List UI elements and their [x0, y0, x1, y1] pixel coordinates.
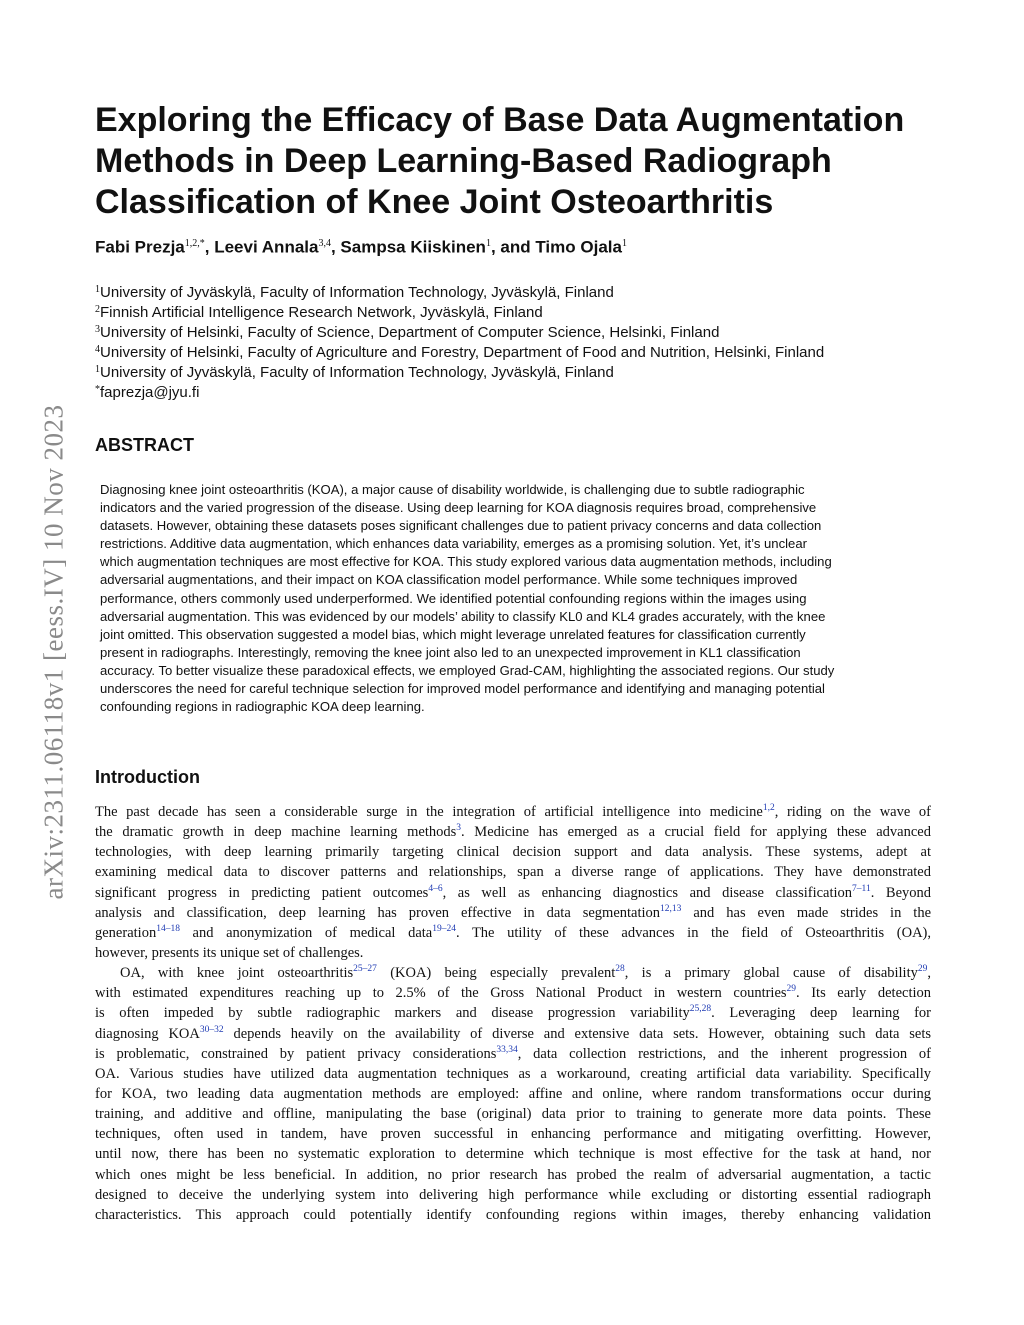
body-text-line: analysis and classification, deep learning has proven effective in data segmentation$^{12,13}$ and has even made strides in the [95, 903, 932, 921]
introduction-text [95, 802, 931, 1225]
body-text-line: characteristics. This approach could potentially identify confounding regions within images, thereby enhancing validation [95, 1206, 931, 1223]
body-text-line: is problematic, constrained by patient privacy considerations$^{33,34}$, data collection restrictions, and the inherent progression of [95, 1044, 931, 1062]
author-affiliation-marker: 3,4 [318, 238, 331, 249]
body-text-line: training, and additive and offline, manipulating the base (original) data prior to training to generate more data points. These [95, 1106, 931, 1123]
affiliation-marker: 1 [95, 284, 100, 295]
affiliation-text: University of Helsinki, Faculty of Science, Department of Computer Science, Helsinki, Finland [100, 324, 720, 341]
author-affiliation-marker: 1,2,* [184, 238, 205, 249]
body-text-line: OA. Various studies have utilized data augmentation techniques as a workaround, creating artificial data variability. Specifically [95, 1065, 931, 1082]
citation-link[interactable]: 28 [615, 964, 625, 975]
affiliation-text: Finnish Artificial Intelligence Research Network, Jyväskylä, Finland [100, 304, 543, 321]
title-line: Methods in Deep Learning-Based Radiograph [95, 142, 832, 180]
body-text-line: the dramatic growth in deep machine learning methods$^3$. Medicine has emerged as a crucial field for applying these advanced [95, 823, 931, 841]
affiliation-marker: 1 [95, 364, 100, 375]
citation-link[interactable]: 4–6 [428, 883, 443, 894]
affiliation-text: University of Jyväskylä, Faculty of Information Technology, Jyväskylä, Finland [100, 364, 614, 381]
author-list [95, 233, 627, 259]
citation-link[interactable]: 29 [917, 964, 928, 975]
abstract-line: present in radiographs. Interestingly, removing the knee joint also led to an unexpected improvement in KL1 classification [100, 644, 801, 660]
body-text-line: diagnosing KOA$^{30-32}$ depends heavily on the availability of diverse and extensive data sets. However, obtaining such data sets [95, 1024, 931, 1042]
abstract-line: datasets. However, obtaining these datasets poses significant challenges due to patient privacy concerns and data collection [100, 518, 822, 534]
corresponding-email [95, 383, 824, 403]
body-text-line: examining medical data to discover patterns and relationships, span a diverse range of applications. They have demonstrated [95, 864, 931, 881]
abstract-line: Diagnosing knee joint osteoarthritis (KOA), a major cause of disability worldwide, is challenging due to subtle radiographic [100, 482, 805, 497]
abstract-line: underscores the need for careful technique selection for improved model performance and identifying and managing potential [100, 681, 825, 697]
affiliation-item [95, 323, 824, 343]
author-affiliation-marker: 1 [621, 238, 627, 249]
introduction-heading: Introduction [95, 767, 200, 787]
body-text-line: however, presents its unique set of challenges. [95, 944, 364, 961]
affiliation-item [95, 283, 824, 303]
body-text-line: for KOA, two leading data augmentation methods are employed: affine and online, where random transformations occur during [95, 1085, 931, 1102]
author-name: Leevi Annala [214, 237, 319, 257]
abstract-line: which augmentation techniques are most effective for KOA. This study explored various data augmentation methods, including [100, 554, 832, 570]
citation-link[interactable]: 25,28 [689, 1004, 712, 1015]
citation-link[interactable]: 1,2 [762, 803, 775, 813]
abstract-line: indicators and the varied progression of the disease. Using deep learning for KOA diagnosis requires broad, comprehensive [100, 500, 817, 516]
body-text-line: technologies, with deep learning primarily targeting clinical decision support and data analysis. These systems, adept at [95, 844, 931, 861]
abstract-line: restrictions. Additive data augmentation, which enhances data variability, emerges as a promising solution. Yet, it’s unclear [100, 536, 807, 552]
abstract-line: performance, others commonly used underperformed. We identified potential confounding regions within the images using [100, 590, 807, 606]
body-text-line: significant progress in predicting patient outcomes$^{4-6}$, as well as enhancing diagnostics and disease classification$^{7-11}$. Beyond [95, 883, 932, 901]
citation-link[interactable]: 14–18 [156, 923, 180, 934]
affiliation-text: University of Jyväskylä, Faculty of Information Technology, Jyväskylä, Finland [100, 284, 614, 301]
author-separator: , [330, 237, 341, 257]
abstract-line: adversarial augmentations, and their impact on KOA classification model performance. While some techniques improved [100, 572, 798, 588]
title-line: Exploring the Efficacy of Base Data Augmentation [95, 101, 905, 139]
body-text-line: until now, there has been no systematic exploration to determine which technique is most effective for the task at hand, nor [95, 1146, 931, 1163]
title-line: Classification of Knee Joint Osteoarthritis [95, 183, 774, 221]
paper-title [95, 100, 955, 223]
citation-link[interactable]: 19–24 [432, 923, 456, 934]
citation-link[interactable]: 7–11 [852, 883, 871, 894]
author-name: Sampsa Kiiskinen [340, 237, 486, 257]
citation-link[interactable]: 29 [786, 984, 797, 995]
abstract-line: adversarial augmentation. This was evidenced by our models’ ability to classify KL0 and KL4 grades accurately, with the knee [100, 608, 826, 624]
citation-link[interactable]: 3 [456, 823, 462, 834]
citation-link[interactable]: 25–27 [353, 964, 377, 975]
body-text-line: which ones might be less beneficial. In addition, no prior research has probed the realm of adversarial augmentation, a tactic [95, 1166, 931, 1183]
abstract-line: confounding regions in radiographic KOA deep learning. [100, 699, 425, 715]
citation-link[interactable]: 12,13 [660, 903, 682, 914]
body-text-line: OA, with knee joint osteoarthritis$^{25-27}$ (KOA) being especially prevalent$^{28}$, is a primary global cause of disability$^{29}$, [120, 964, 931, 982]
body-text-line: techniques, often used in tandem, have proven successful in enhancing performance and mitigating overfitting. However, [95, 1126, 931, 1143]
affiliation-item [95, 343, 824, 363]
affiliation-item [95, 303, 824, 323]
author-separator: , [204, 237, 215, 257]
author-affiliation-marker: 1 [485, 238, 491, 249]
abstract-line: joint omitted. This observation suggested a model bias, which might leverage unrelated features for classification currently [100, 626, 806, 642]
affiliation-marker: * [95, 384, 100, 395]
author-separator: , and [490, 237, 536, 257]
affiliation-marker: 4 [95, 344, 100, 355]
abstract-heading: ABSTRACT [95, 435, 194, 455]
affiliation-list [95, 283, 824, 403]
body-text-line: designed to deceive the underlying system into delivering high performance while excluding or distorting essential radiograph [95, 1186, 931, 1203]
affiliation-item [95, 363, 824, 383]
body-text-line: The past decade has seen a considerable surge in the integration of artificial intelligence into medicine$^{1,2}$, riding on the wave of [95, 803, 932, 820]
citation-link[interactable]: 30–32 [199, 1024, 224, 1035]
abstract-text [100, 481, 928, 716]
arxiv-identifier-stamp: arXiv:2311.06118v1 [eess.IV] 10 Nov 2023 [38, 404, 69, 900]
affiliation-marker: 3 [95, 324, 100, 335]
affiliation-text: University of Helsinki, Faculty of Agriculture and Forestry, Department of Food and Nutrition, Helsinki, Finland [100, 344, 825, 361]
author-name: Fabi Prezja [95, 237, 185, 257]
affiliation-marker: 2 [95, 304, 100, 315]
author-name: Timo Ojala [535, 237, 622, 257]
body-text-line: with estimated expenditures reaching up to 2.5% of the Gross National Product in western countries$^{29}$. Its early detection [95, 984, 931, 1002]
body-text-line: is often impeded by subtle radiographic markers and disease progression variability$^{25,28}$. Leveraging deep learning for [95, 1004, 932, 1022]
citation-link[interactable]: 33,34 [496, 1044, 518, 1055]
email-text: faprezja@jyu.fi [100, 384, 200, 401]
abstract-line: accuracy. To better visualize these paradoxical effects, we employed Grad-CAM, highlighting the associated regions. Our study [100, 662, 835, 678]
body-text-line: generation$^{14-18}$ and anonymization of medical data$^{19-24}$. The utility of these advances in the field of Osteoarthritis (OA), [95, 923, 931, 941]
